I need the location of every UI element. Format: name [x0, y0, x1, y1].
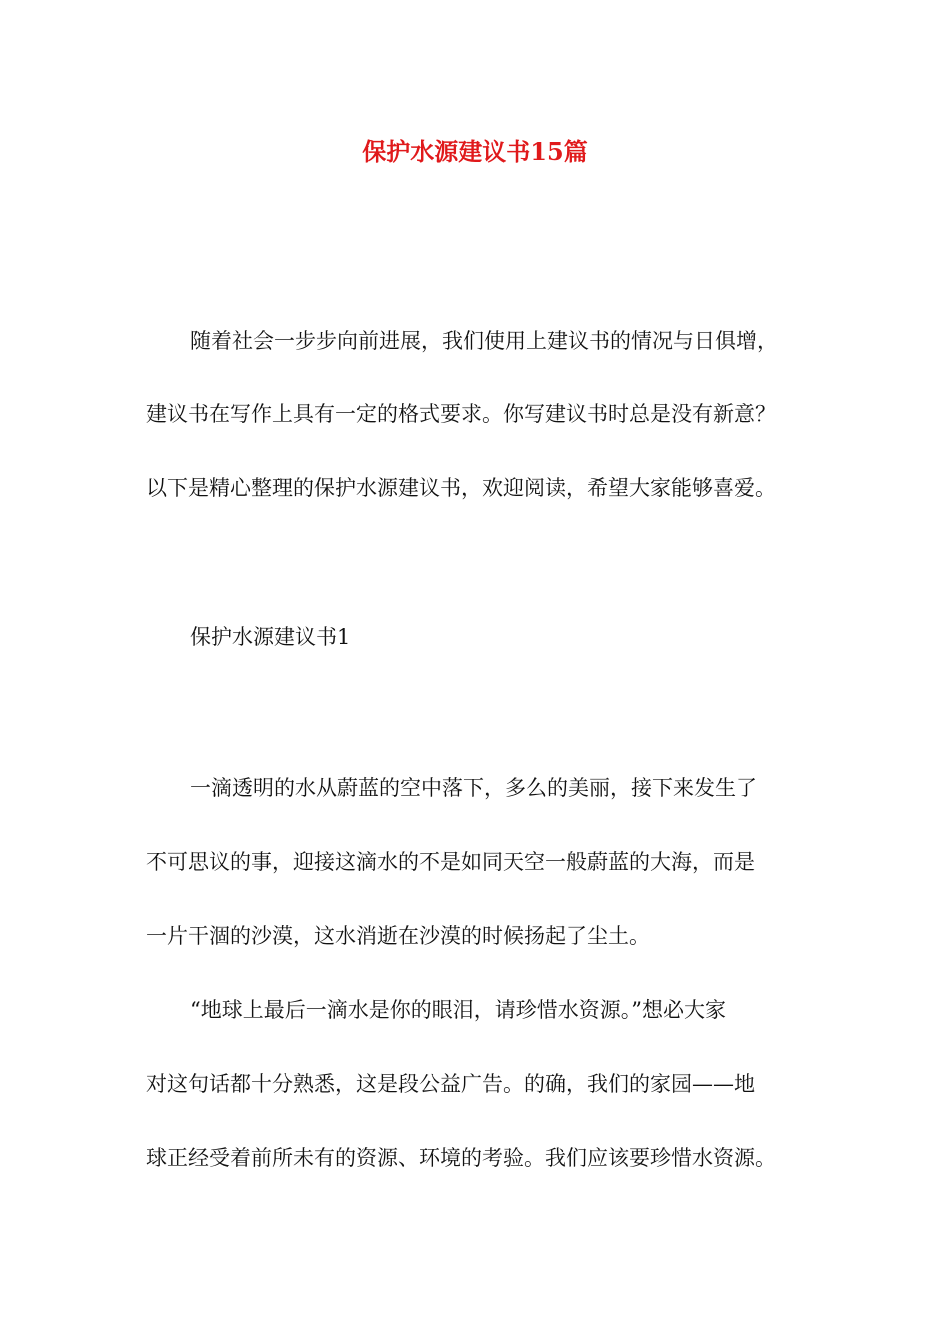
intro-line-1: 随着社会一步步向前进展，我们使用上建议书的情况与日俱增，: [190, 329, 778, 353]
section-heading: 保护水源建议书1: [190, 625, 351, 649]
paragraph2-line-2: 对这句话都十分熟悉，这是段公益广告。的确，我们的家园——地: [146, 1072, 755, 1096]
paragraph1-line-2: 不可思议的事，迎接这滴水的不是如同天空一般蔚蓝的大海，而是: [146, 850, 755, 874]
paragraph1-line-3: 一片干涸的沙漠，这水消逝在沙漠的时候扬起了尘土。: [146, 924, 650, 948]
document-title: 保护水源建议书15篇: [362, 137, 588, 166]
paragraph2-line-1: “地球上最后一滴水是你的眼泪，请珍惜水资源。”想必大家: [190, 998, 726, 1022]
paragraph1-line-1: 一滴透明的水从蔚蓝的空中落下，多么的美丽，接下来发生了: [190, 776, 757, 800]
paragraph2-line-3: 球正经受着前所未有的资源、环境的考验。我们应该要珍惜水资源。: [146, 1146, 776, 1170]
intro-line-3: 以下是精心整理的保护水源建议书，欢迎阅读，希望大家能够喜爱。: [146, 476, 776, 500]
intro-line-2: 建议书在写作上具有一定的格式要求。你写建议书时总是没有新意？: [146, 402, 776, 426]
